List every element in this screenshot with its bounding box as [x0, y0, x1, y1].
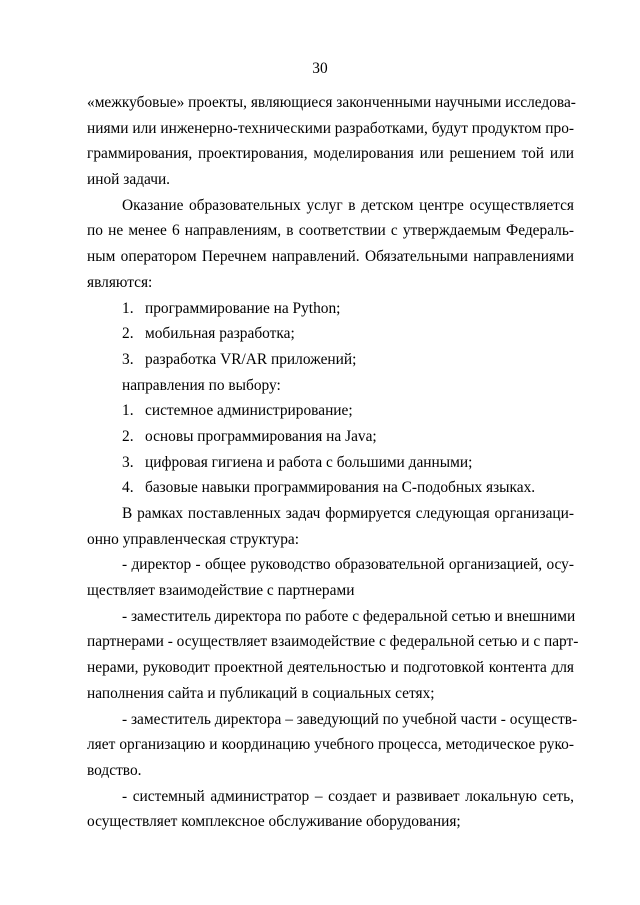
list-item [87, 321, 574, 347]
list-item [87, 296, 574, 322]
list-item-text: системное администрирование; [145, 402, 353, 420]
list-number: 1. [122, 402, 134, 420]
text-line: партнерами - осуществляет взаимодействие с федеральной сетью и с парт- [87, 633, 579, 651]
list-item-text: базовые навыки программирования на С-подобных языках. [145, 479, 536, 497]
list-item-text: программирование на Python; [145, 299, 341, 317]
list-item-text: цифровая гигиена и работа с большими данными; [145, 453, 473, 471]
list-item-text: мобильная разработка; [145, 325, 295, 343]
list-item [87, 347, 574, 373]
list-number: 4. [122, 479, 134, 497]
text-line: - заместитель директора по работе с федеральной сетью и внешними [122, 607, 576, 625]
text-line: «межкубовые» проекты, являющиеся законченными научными исследова- [87, 94, 576, 111]
list-item [87, 475, 574, 501]
text-line: онно управленческая структура: [87, 530, 299, 548]
text-line: ниями или инженерно-техническими разработками, будут продуктом про- [87, 119, 575, 137]
text-line: Оказание образовательных услуг в детском центре осуществляется [122, 196, 574, 214]
text-line: - заместитель директора – заведующий по учебной части - осуществ- [122, 710, 578, 728]
text-line: водство. [87, 761, 142, 779]
text-line: ществляет взаимодействие с партнерами [87, 582, 355, 600]
text-line: осуществляет комплексное обслуживание оборудования; [87, 813, 461, 831]
text-line: граммирования, проектирования, моделирования или решением той или [87, 145, 574, 163]
list-number: 3. [122, 453, 134, 471]
list-number: 1. [122, 299, 134, 317]
text-line: направления по выбору: [122, 376, 281, 394]
text-line: по не менее 6 направлениям, в соответствии с утверждаемым Федераль- [87, 222, 574, 240]
text-line: нерами, руководит проектной деятельностью и подготовкой контента для [87, 659, 574, 677]
list-item-text: разработка VR/AR приложений; [145, 350, 357, 368]
text-line: иной задачи. [87, 171, 171, 189]
text-line: - системный администратор – создает и развивает локальную сеть, [122, 787, 574, 805]
list-item [87, 450, 574, 476]
list-number: 2. [122, 325, 134, 343]
text-line: В рамках поставленных задач формируется следующая организаци- [122, 505, 574, 522]
text-line: ляет организацию и координацию учебного процесса, методическое руко- [87, 736, 574, 754]
list-number: 3. [122, 350, 134, 368]
list-item [87, 424, 574, 450]
text-line: наполнения сайта и публикаций в социальных сетях; [87, 684, 435, 702]
text-line: - директор - общее руководство образовательной организацией, осу- [122, 556, 574, 574]
page-number: 30 [312, 60, 328, 77]
body-text [87, 90, 579, 835]
text-line: являются: [87, 273, 153, 291]
text-line: ным оператором Перечнем направлений. Обязательными направлениями [87, 248, 574, 266]
list-number: 2. [122, 427, 134, 445]
list-item [87, 398, 574, 424]
list-item-text: основы программирования на Java; [145, 427, 377, 445]
